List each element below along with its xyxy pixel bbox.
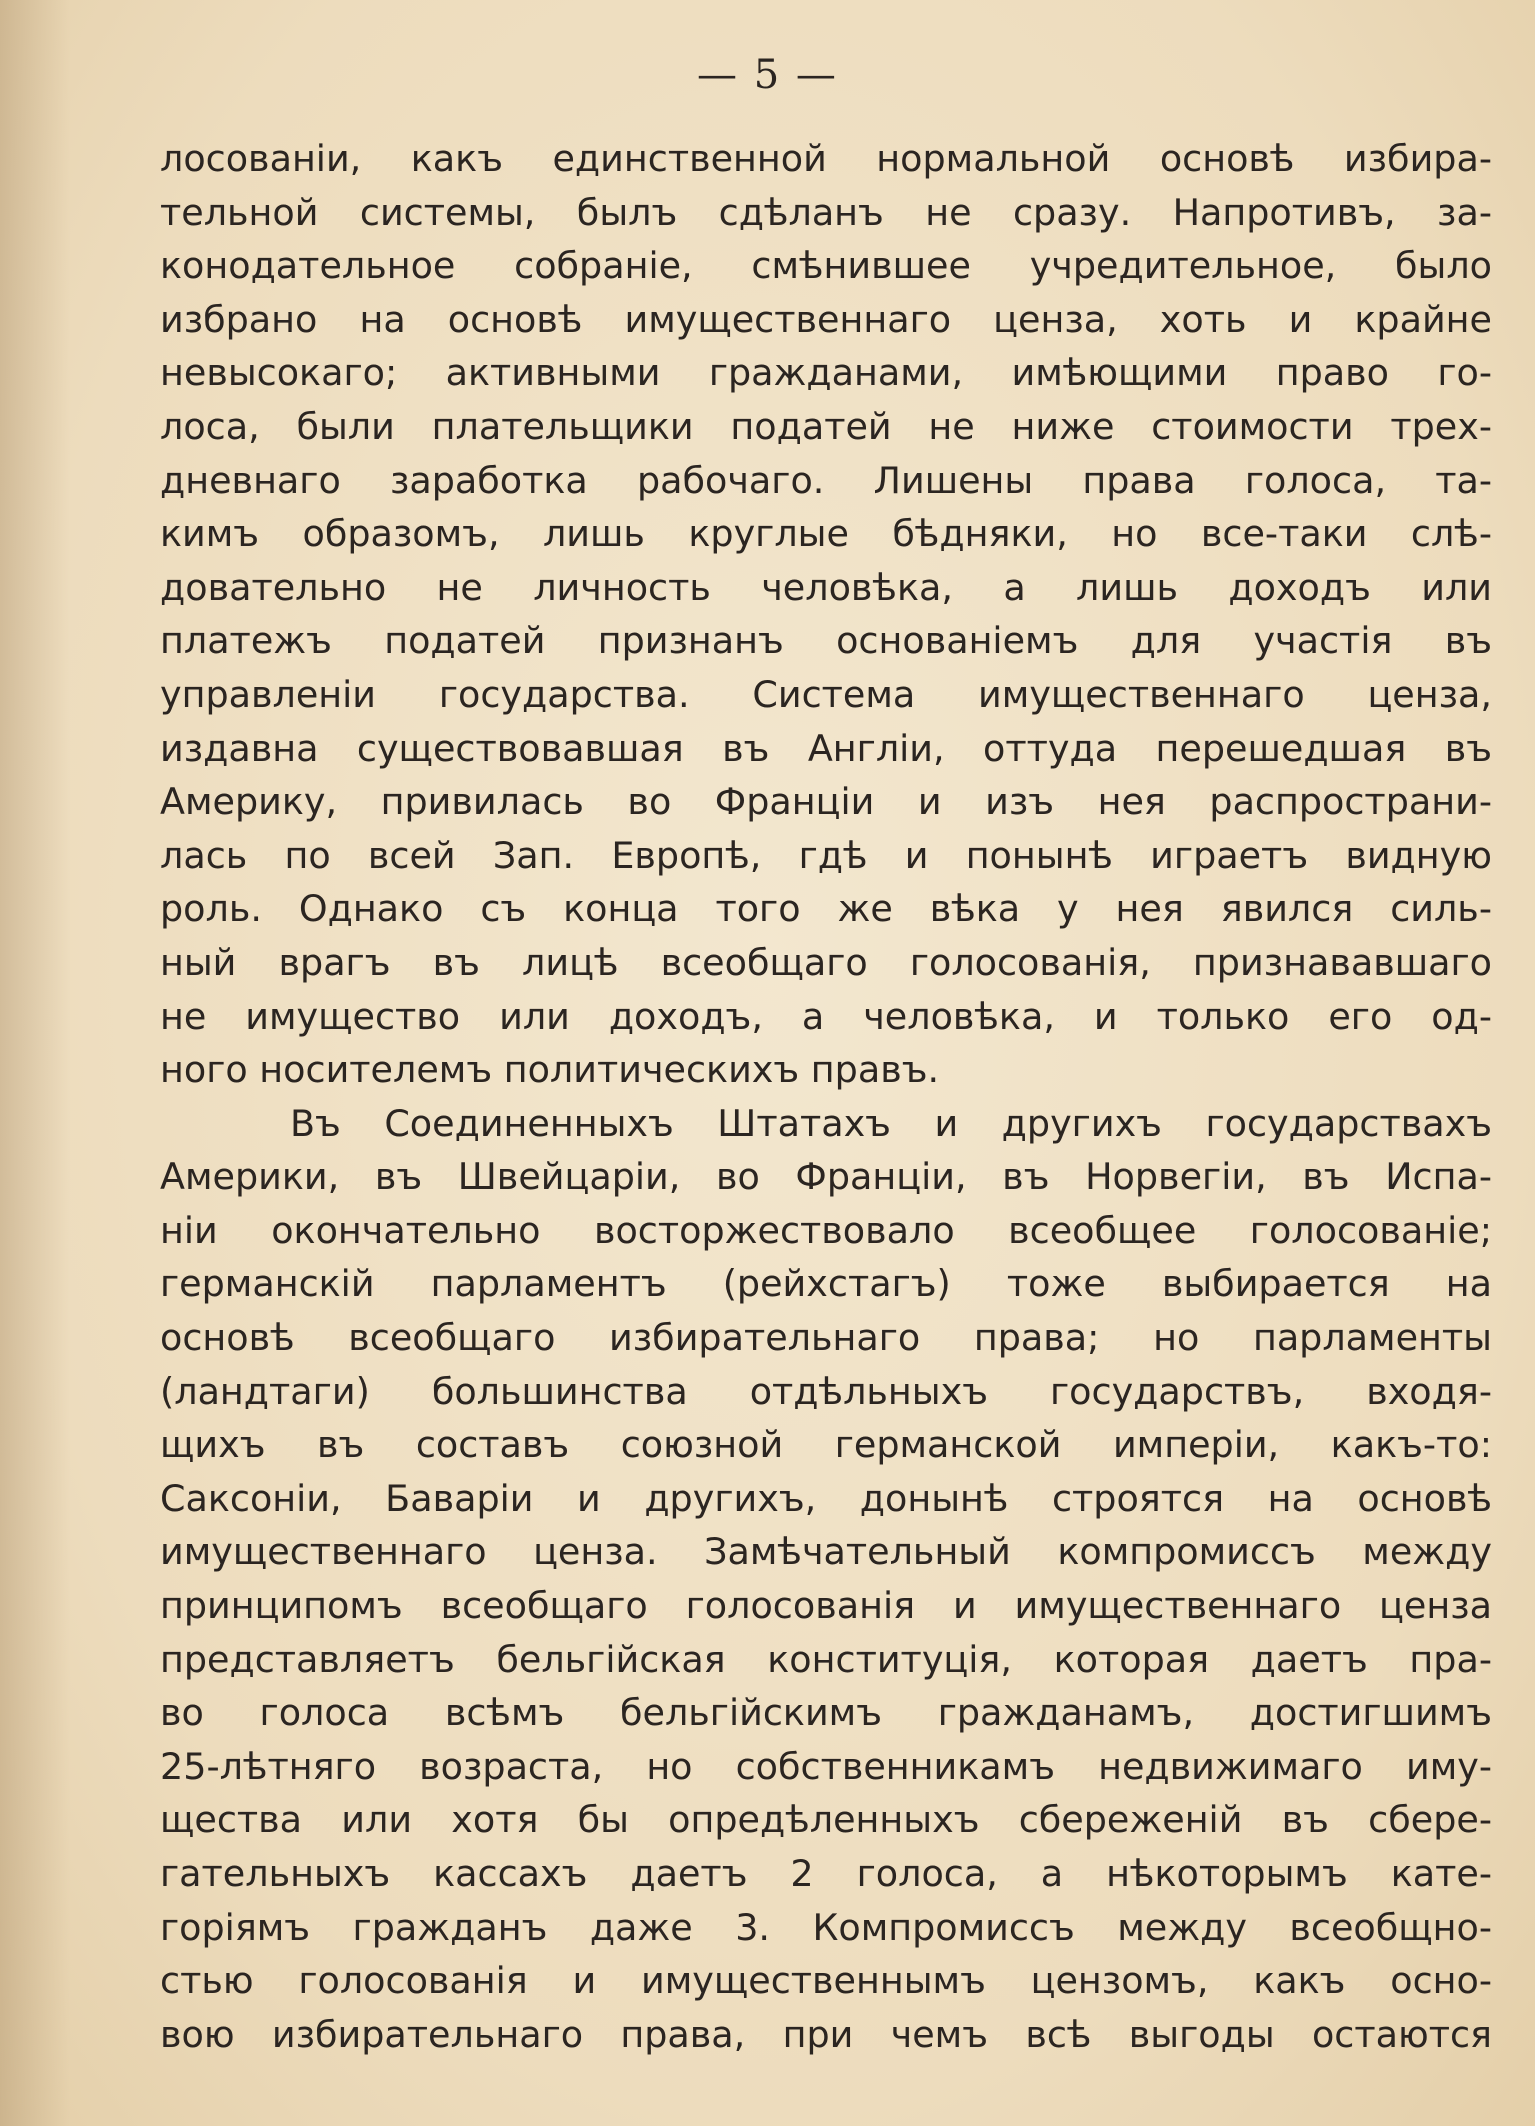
text-line: платежъ податей признанъ основаніемъ для участія въ <box>160 619 1492 663</box>
text-line: Америку, привилась во Франціи и изъ нея распространи- <box>160 780 1492 824</box>
text-line: представляетъ бельгійская конституція, которая даетъ пра- <box>160 1637 1492 1681</box>
text-line: принципомъ всеобщаго голосованія и имущественнаго ценза <box>160 1584 1492 1628</box>
text-line: ного носителемъ политическихъ правъ. <box>160 1048 940 1092</box>
paragraph-1 <box>160 132 1492 1097</box>
text-line: довательно не личность человѣка, а лишь доходъ или <box>160 565 1492 609</box>
page-number: — 5 — <box>697 52 838 98</box>
text-line: издавна существовавшая въ Англіи, оттуда перешедшая въ <box>160 726 1492 770</box>
paragraph-2 <box>160 1097 1492 2062</box>
body-text <box>160 132 1492 2061</box>
text-line: избрано на основѣ имущественнаго ценза, хоть и крайне <box>160 297 1492 341</box>
text-line: гательныхъ кассахъ даетъ 2 голоса, а нѣкоторымъ кате- <box>160 1852 1492 1895</box>
text-line: дневнаго заработка рабочаго. Лишены права голоса, та- <box>160 458 1492 502</box>
text-line: 25-лѣтняго возраста, но собственникамъ недвижимаго иму- <box>160 1744 1492 1788</box>
text-line: ный врагъ въ лицѣ всеобщаго голосованія, признававшаго <box>160 940 1492 984</box>
text-line: щихъ въ составъ союзной германской имперіи, какъ-то: <box>160 1423 1492 1467</box>
text-line: управленіи государства. Система имущественнаго ценза, <box>160 672 1492 716</box>
text-line: Въ Соединенныхъ Штатахъ и другихъ государствахъ <box>290 1101 1492 1145</box>
spine-shadow <box>0 0 70 2126</box>
text-line: лась по всей Зап. Европѣ, гдѣ и понынѣ играетъ видную <box>160 833 1492 877</box>
text-line: имущественнаго ценза. Замѣчательный компромиссъ между <box>160 1530 1492 1574</box>
text-line: роль. Однако съ конца того же вѣка у нея явился силь- <box>160 887 1492 931</box>
text-line: лоса, были плательщики податей не ниже стоимости трех- <box>160 404 1492 448</box>
text-line: во голоса всѣмъ бельгійскимъ гражданамъ, достигшимъ <box>160 1691 1492 1735</box>
text-line: тельной системы, былъ сдѣланъ не сразу. Напротивъ, за- <box>160 190 1492 234</box>
text-line: германскій парламентъ (рейхстагъ) тоже выбирается на <box>160 1262 1492 1306</box>
text-line: Саксоніи, Баваріи и другихъ, донынѣ строятся на основѣ <box>160 1476 1492 1520</box>
text-line: (ландтаги) большинства отдѣльныхъ государствъ, входя- <box>160 1369 1492 1413</box>
text-line: основѣ всеобщаго избирательнаго права; но парламенты <box>160 1316 1492 1360</box>
text-line: лосованіи, какъ единственной нормальной основѣ избира- <box>160 137 1492 180</box>
text-line: конодательное собраніе, смѣнившее учредительное, было <box>160 244 1492 288</box>
text-line: вою избирательнаго права, при чемъ всѣ выгоды остаются <box>160 2012 1492 2056</box>
text-line: стью голосованія и имущественнымъ цензомъ, какъ осно- <box>160 1959 1492 2003</box>
text-line: кимъ образомъ, лишь круглые бѣдняки, но все-таки слѣ- <box>160 512 1492 556</box>
text-line: невысокаго; активными гражданами, имѣющими право го- <box>160 351 1492 395</box>
text-line: ніи окончательно восторжествовало всеобщее голосованіе; <box>160 1208 1492 1252</box>
text-line: горіямъ гражданъ даже 3. Компромиссъ между всеобщно- <box>160 1905 1492 1949</box>
text-line: Америки, въ Швейцаріи, во Франціи, въ Норвегіи, въ Испа- <box>160 1155 1492 1199</box>
text-line: щества или хотя бы опредѣленныхъ сбереженій въ сбере- <box>160 1798 1492 1842</box>
text-line: не имущество или доходъ, а человѣка, и только его од- <box>160 994 1492 1038</box>
